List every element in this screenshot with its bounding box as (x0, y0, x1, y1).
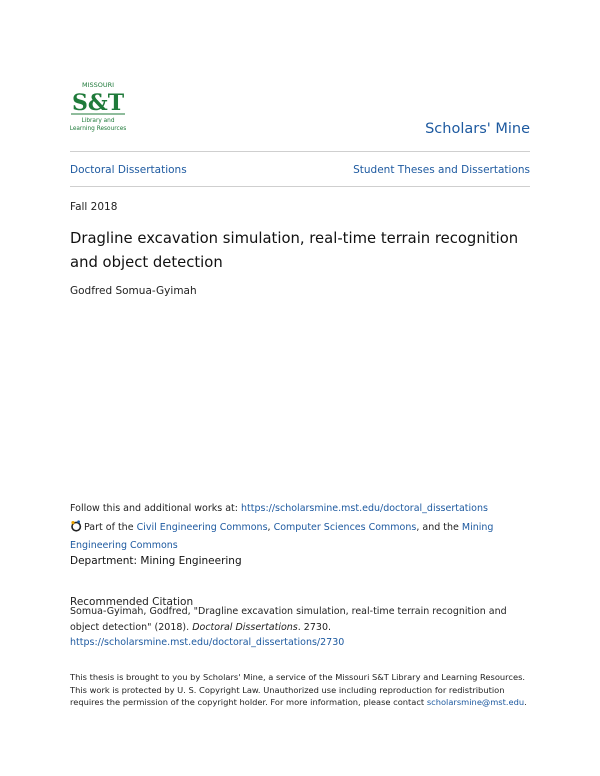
citation-text (70, 604, 530, 651)
student-theses-link[interactable]: Student Theses and Dissertations (353, 164, 530, 176)
citation-url-link[interactable]: https://scholarsmine.mst.edu/doctoral_dissertations/2730 (70, 637, 345, 648)
mining-engineering-commons-link[interactable]: Mining Engineering Commons (70, 522, 494, 551)
svg-text:Library and: Library and (81, 118, 115, 124)
svg-text:MISSOURI: MISSOURI (81, 81, 115, 89)
part-of-sep-1: , (267, 522, 274, 533)
follow-line (70, 503, 488, 514)
part-of-sep-2: , and the (416, 522, 462, 533)
svg-text:S&T: S&T (71, 90, 125, 116)
computer-sciences-commons-link[interactable]: Computer Sciences Commons (273, 522, 417, 533)
department-line: Department: Mining Engineering (70, 555, 242, 567)
rights-end: . (524, 697, 527, 707)
part-of-line (70, 519, 530, 555)
bepress-commons-icon (70, 520, 82, 532)
nav-divider (70, 186, 530, 187)
doctoral-dissertations-link[interactable]: Doctoral Dissertations (70, 164, 187, 176)
citation-body: Somua-Gyimah, Godfred, "Dragline excavation simulation, real-time terrain recognition and object detection" (2018). (70, 606, 507, 633)
author-name: Godfred Somua-Gyimah (70, 285, 197, 297)
civil-engineering-commons-link[interactable]: Civil Engineering Commons (136, 522, 268, 533)
follow-prefix: Follow this and additional works at: (70, 503, 241, 514)
contact-email-link[interactable]: scholarsmine@mst.edu (426, 697, 525, 707)
part-of-prefix: Part of the (84, 522, 137, 533)
rights-statement (70, 671, 535, 709)
missouri-st-logo[interactable] (70, 80, 126, 136)
citation-number: . 2730. (297, 621, 332, 633)
scholars-mine-link[interactable]: Scholars' Mine (425, 121, 530, 137)
follow-url-link[interactable]: https://scholarsmine.mst.edu/doctoral_dissertations (241, 503, 488, 514)
recommended-citation-heading: Recommended Citation (70, 596, 194, 608)
rights-text: This thesis is brought to you by Scholars' Mine, a service of the Missouri S&T Library and Learning Resources. This work is protected by U. S. Copyright Law. Unauthorized use including reproduction for redistribution requires the permission of the copyright holder. For more information, please contact (70, 672, 526, 707)
publication-date: Fall 2018 (70, 201, 118, 213)
document-title: Dragline excavation simulation, real-time terrain recognition and object detection (70, 230, 519, 271)
svg-text:Learning Resources: Learning Resources (70, 126, 126, 132)
header-divider (70, 151, 530, 152)
citation-journal: Doctoral Dissertations (192, 621, 298, 633)
